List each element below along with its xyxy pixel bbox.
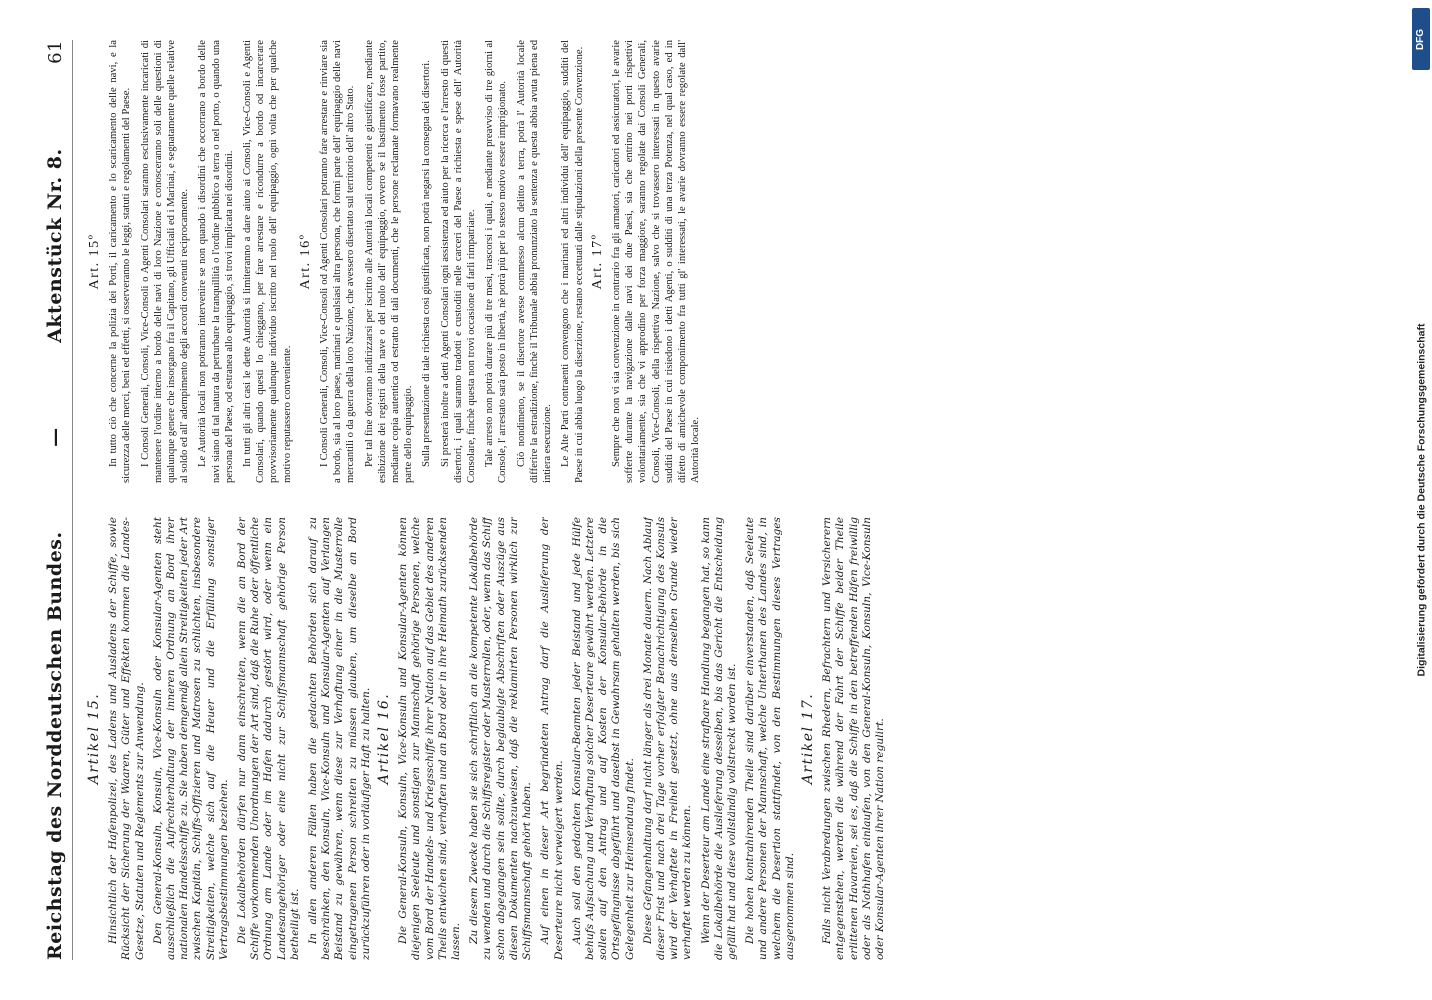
digitization-credit-strip bbox=[1410, 0, 1432, 1000]
italian-article-15-title: Art. 15º bbox=[87, 233, 102, 290]
italian-article-16-paragraph: Per tal fine dovranno indirizzarsi per iscritto alle Autorità locali competenti e giustificare, mediante esibizione dei registri della nave o del ruolo dell' equipaggio, ovvero se il bastimento fosse partito, mediante copia autentica od estratto di tali documenti, che le persone reclamate formavano realmente parte dello equipaggio. bbox=[363, 40, 415, 483]
italian-article-15-paragraph: I Consoli Generali, Consoli, Vice-Consoli o Agenti Consolari saranno esclusivamente incaricati di mantenere l'ordine interno a bordo delle navi di loro Nazione e conosceranno soli delle questioni di qualunque genere che insorgano fra il Capitano, gli Ufficiali ed i Marinai, e segnatamente quelle relative al soldo ed all' adempimento degli accordi convenuti reciprocamente. bbox=[139, 40, 191, 483]
italian-article-17-paragraph: Sempre che non vi sia convenzione in contrario fra gli armatori, caricatori ed assicuratori, le avarie sofferte durante la navigazione dalle navi dei due Paesi, sia che entrino nei porti rispettivi volontariamente, sia che vi approdino per forza maggiore, saranno regolate dai Consoli Generali, Consoli, Vice-Consoli, della rispettiva Nazione, salvo che si trovassero interessati in questo avarie sudditi del Paese in cui risiedono i detti Agenti, o sudditi di una terza Potenza, nel qual caso, ed in difetto di amichevole componimento fra tutti gl' interessati, le avarie dovranno essere regolate dall' Autorità locale. bbox=[610, 40, 702, 483]
italian-article-17-title: Art. 17º bbox=[589, 233, 605, 290]
german-article-15-paragraph: Hinsichtlich der Hafenpolizei, des Ladens und Ausladens der Schiffe, sowie Rücksicht der Sicherung der Waaren, Güter und Effekten kommen die Landes-Gesetze, Statuten und Reglements zur Anwendung. bbox=[107, 517, 146, 960]
german-article-15-paragraph: Den General-Konsuln, Konsuln, Vice-Konsuln oder Konsular-Agenten steht ausschließlich die Aufrechterhaltung der inneren Ordnung an Bord ihrer nationalen Handelsschiffe zu. Sie haben demgemäß allein Streitigkeiten jeder Art zwischen Kapitän, Schiffs-Offizieren und Matrosen zu schlichten, insbesondere Streitigkeiten, welche sich auf die Heuer und die Erfüllung sonstiger Vertragsbestimmungen beziehen. bbox=[151, 517, 230, 960]
german-article-16-paragraph: Auch soll den gedachten Konsular-Beamten jeder Beistand und jede Hülfe behufs Aufsuchung und Verhaftung solcher Deserteure gewährt werden. Letztere sollen auf den Antrag und auf Kosten der Konsular-Behörde in die Ortsgefängnisse abgeführt und daselbst in Gewahrsam gehalten werden, bis sich Gelegenheit zur Heimsendung findet. bbox=[570, 517, 636, 960]
italian-article-16-paragraph: Sulla presentazione di tale richiesta così giustificata, non potrà negarsi la consegna dei disertori. bbox=[421, 60, 433, 467]
german-article-17-paragraph: Falls nicht Verabredungen zwischen Rhedern, Befrachtern und Versicherern entgegenstehen, werden die während der Fahrt der Schiffe beider Theile erlittenen Havareien, sei es, daß die Schiffe in den betreffenden Häfen freiwillig oder als Nothhafen einlaufen, von den General-Konsuln, Konsuln, Vice-Konsuln oder Konsular-Agenten ihrer Nation regulirt. bbox=[821, 517, 886, 960]
digitization-credit: Digitalisierung gefördert durch die Deutsche Forschungsgemeinschaft bbox=[1415, 323, 1428, 677]
italian-article-16-title: Art. 16º bbox=[297, 233, 313, 290]
italian-article-16-paragraph: Le Alte Parti contraenti convengono che i marinari ed altri individui dell' equipaggio, sudditi del Paese in cui abbia luogo la diserzione, restano eccettuati dalle stipulazioni della presente Convenzione. bbox=[560, 40, 585, 483]
german-article-15-paragraph: In allen anderen Fällen haben die gedachten Behörden sich darauf zu beschränken, den Konsuln, Vice-Konsuln und Konsular-Agenten auf Verlangen Beistand zu gewähren, wenn diese zur Verhaftung einer in die Musterrolle eingetragenen Person schreiten zu müssen glauben, um dieselbe an Bord zurückzuführen oder in vorläufiger Haft zu halten. bbox=[307, 517, 372, 960]
page-number: 61 bbox=[44, 40, 66, 64]
italian-article-16-paragraph: Ciò nondimeno, se il disertore avesse commesso alcun delitto a terra, potrà l' Autorità locale differire la estradizione, finchè il Tribunale abbia pronunziato la sentenza e questa abbia avuta piena ed intiera esecuzione. bbox=[515, 40, 554, 483]
italian-article-15-paragraph: In tutto ciò che concerne la polizia dei Porti, il caricamento e lo scaricamento delle navi, e la sicurezza delle merci, beni ed effetti, si osserveranno le leggi, statuti e regolamenti del Paese. bbox=[108, 40, 133, 483]
german-article-16-title: Artikel 16. bbox=[376, 692, 393, 785]
german-article-16-paragraph: Auf einen in dieser Art begründeten Antrag darf die Auslieferung der Deserteure nicht verweigert werden. bbox=[539, 517, 565, 960]
header-separator: — bbox=[44, 427, 66, 447]
header-center: Aktenstück Nr. 8. bbox=[44, 148, 66, 343]
header-left: Reichstag des Norddeutschen Bundes. bbox=[44, 531, 66, 960]
two-column-body bbox=[84, 40, 1402, 960]
italian-column bbox=[84, 40, 1402, 483]
german-article-15-title: Artikel 15. bbox=[86, 692, 102, 785]
italian-article-16-paragraph: I Consoli Generali, Consoli, Vice-Consoli od Agenti Consolari potranno fare arrestare e rinviare sia a bordo, sia al loro paese, marinari e qualsiasi altra persona, che formi parte dell' equipaggio delle navi mercantili o da guerra della loro Nazione, che avessero disertato sul territorio dell' altro Stato. bbox=[319, 40, 357, 483]
german-article-16-paragraph: Zu diesem Zwecke haben sie sich schriftlich an die kompetente Lokalbehörde zu wenden und durch die Schiffsregister oder Musterrollen, oder, wenn das Schiff schon abgegangen sein sollte, durch beglaubigte Abschriften oder Auszüge aus diesen Dokumenten nachzuweisen, daß die reklamirten Personen wirklich zur Schiffsmannschaft gehört haben. bbox=[468, 517, 534, 960]
german-article-16-paragraph: Die hohen kontrahirenden Theile sind darüber einverstanden, daß Seeleute und andere Personen der Mannschaft, welche Unterthanen des Landes sind, in welchem die Desertion stattfindet, von den Bestimmungen dieses Vertrages ausgenommen sind. bbox=[744, 517, 796, 960]
italian-article-15-paragraph: Le Autorità locali non potranno intervenire se non quando i disordini che occorrano a bordo delle navi siano di tal natura da perturbare la tranquillità o l'ordine pubblico a terra o nel porto, o quando una persona del Paese, od estranea allo equipaggio, si trovi implicata nei disordini. bbox=[197, 40, 235, 483]
german-column bbox=[84, 517, 1402, 960]
german-article-16-paragraph: Wenn der Deserteur am Lande eine strafbare Handlung begangen hat, so kann die Lokalbehörde die Auslieferung desselben, bis das Gericht die Entscheidung gefällt hat und diese vollständig vollstreckt worden ist. bbox=[699, 517, 738, 960]
dfg-logo-text: DFG bbox=[1415, 28, 1427, 50]
dfg-logo bbox=[1412, 8, 1430, 70]
german-article-16-paragraph: Die General-Konsuln, Konsuln, Vice-Konsuln und Konsular-Agenten können diejenigen Seeleute und sonstigen zur Mannschaft gehörige Personen, welche vom Bord der Handels- und Kriegsschiffe ihrer Nation auf das Gebiet des anderen Theils entwichen sind, verhaften und an Bord oder in ihre Heimath zurücksenden lassen. bbox=[397, 517, 463, 960]
german-article-16-paragraph: Diese Gefangenhaltung darf nicht länger als drei Monate dauern. Nach Ablauf dieser Frist und nach drei Tage vorher erfolgter Benachrichtigung des Konsuls wird der Verhaftete in Freiheit gesetzt, ohne aus demselben Grunde wieder verhaftet werden zu können. bbox=[641, 517, 694, 960]
italian-article-16-paragraph: Si presterà inoltre a detti Agenti Consolari ogni assistenza ed aiuto per la ricerca e l'arresto di questi disertori, i quali saranno tradotti e custoditi nelle carceri del Paese a richiesta e spese dell' Autorità Consolare, finchè questa non trovi occasione di farli rimpatriare. bbox=[439, 40, 478, 483]
german-article-15-paragraph: Die Lokalbehörden dürfen nur dann einschreiten, wenn die an Bord der Schiffe vorkommenden Unordnungen der Art sind, daß die Ruhe oder öffentliche Ordnung am Lande oder im Hafen dadurch gestört wird, oder wenn ein Landesangehöriger oder eine nicht zur Schiffsmannschaft gehörige Person betheiligt ist. bbox=[236, 517, 301, 960]
italian-article-16-paragraph: Tale arresto non potrà durare più di tre mesi, trascorsi i quali, e mediante preavviso di tre giorni al Console, l' arrestato sarà posto in libertà, nè potrà più per lo stesso motivo essere imprigionato. bbox=[484, 40, 509, 483]
italian-article-15-paragraph: In tutti gli altri casi le dette Autorità si limiteranno a dare aiuto ai Consoli, Vice-Consoli e Agenti Consolari, quando questi lo chieggano, per fare arrestare e ricondurre a bordo od incarcerare provvisoriamente qualunque individuo iscritto nel ruolo dell' equipaggio, ogni volta che per qualche motivo reputassero conveniente. bbox=[242, 40, 293, 483]
running-header bbox=[38, 40, 73, 960]
german-article-17-title: Artikel 17. bbox=[799, 692, 816, 785]
